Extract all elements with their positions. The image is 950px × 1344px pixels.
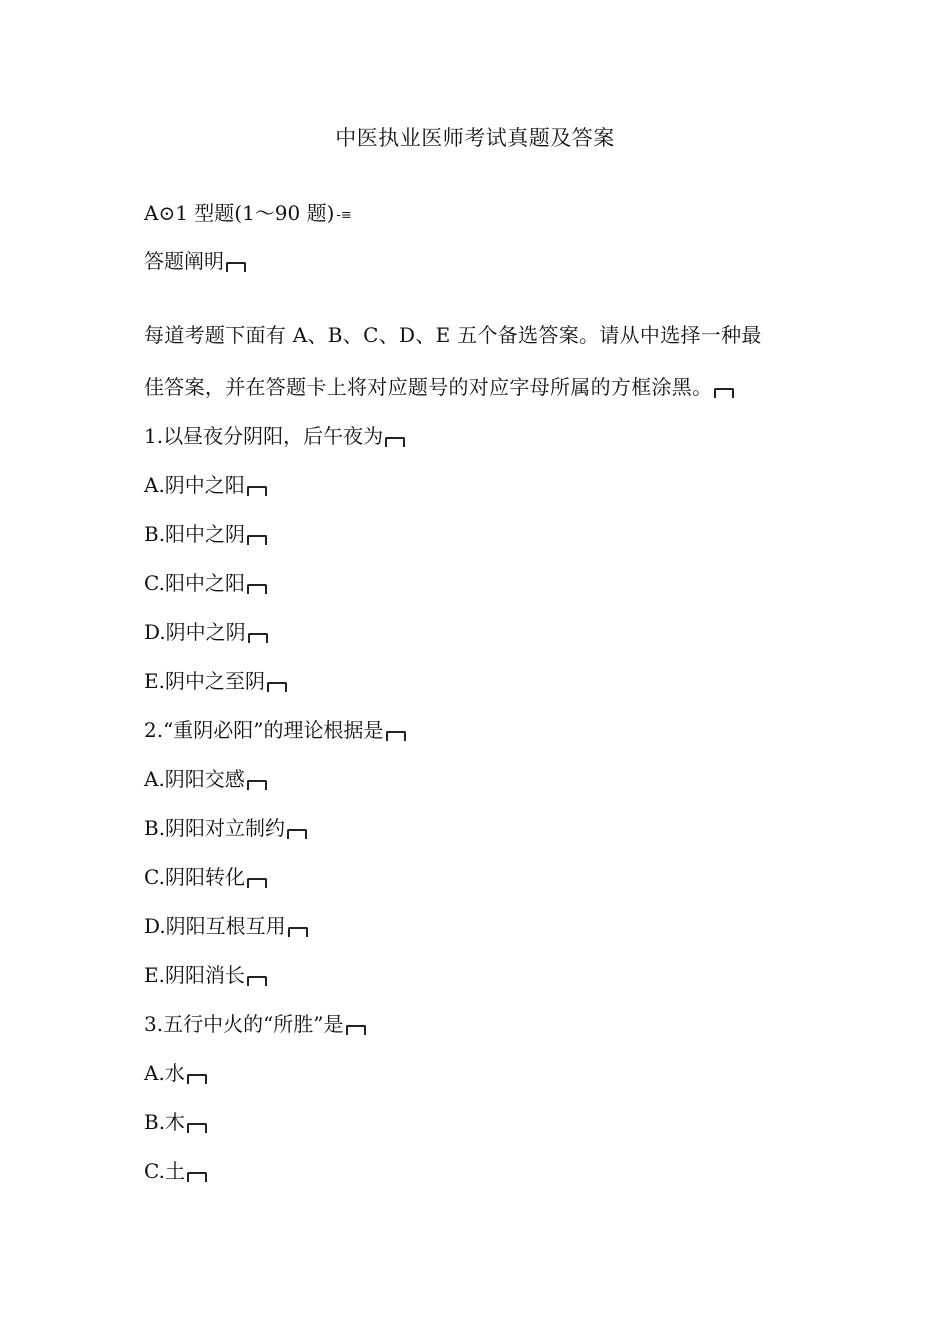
paragraph-mark-icon	[267, 682, 287, 692]
instructions-line-2-wrap	[144, 373, 734, 401]
paragraph-mark-icon	[247, 535, 267, 545]
option-line	[144, 520, 267, 548]
document-title: 中医执业医师考试真题及答案	[335, 126, 615, 150]
q1-option-e: E.阴中之至阴	[144, 669, 265, 693]
q2-option-c: C.阴阳转化	[144, 865, 245, 889]
paragraph-mark-icon	[247, 878, 267, 888]
option-line	[144, 471, 267, 499]
paragraph-mark-icon	[187, 1074, 207, 1084]
paragraph-mark-icon	[386, 731, 406, 741]
instructions-line-1: 每道考题下面有 A、B、C、D、E 五个备选答案。请从中选择一种最	[144, 323, 762, 347]
q1-option-c: C.阳中之阳	[144, 571, 245, 595]
q2-option-b: B.阴阳对立制约	[144, 816, 286, 840]
paragraph-mark-icon	[248, 633, 268, 643]
question-2-stem: 2.“重阴必阳”的理论根据是	[144, 718, 384, 742]
option-line	[144, 863, 267, 891]
q2-option-d: D.阴阳互根互用	[144, 914, 286, 938]
paragraph-mark-icon	[385, 437, 405, 447]
question-3-stem: 3.五行中火的“所胜”是	[144, 1012, 344, 1036]
instructions-heading: 答题阐明	[144, 249, 224, 273]
q2-option-a: A.阴阳交感	[144, 767, 245, 791]
paragraph-mark-icon	[288, 927, 308, 937]
paragraph-mark-icon	[247, 780, 267, 790]
instructions-heading-line	[144, 247, 246, 275]
section-mark: -≡	[336, 208, 352, 223]
q3-option-a: A.水	[144, 1061, 185, 1085]
option-line	[144, 618, 268, 646]
paragraph-mark-icon	[287, 829, 307, 839]
q3-option-b: B.木	[144, 1110, 186, 1134]
paragraph-mark-icon	[247, 976, 267, 986]
q3-option-c: C.土	[144, 1159, 185, 1183]
section-heading-line	[144, 199, 352, 230]
paragraph-mark-icon	[187, 1123, 207, 1133]
option-line	[144, 765, 267, 793]
question-stem	[144, 422, 405, 450]
paragraph-mark-icon	[247, 584, 267, 594]
option-line	[144, 1059, 207, 1087]
paragraph-mark-icon	[247, 486, 267, 496]
instructions-line-2: 佳答案，并在答题卡上将对应题号的对应字母所属的方框涂黑。	[144, 375, 713, 399]
option-line	[144, 569, 267, 597]
section-heading: A⊙1 型题(1～90 题)	[144, 201, 335, 225]
q1-option-d: D.阴中之阴	[144, 620, 246, 644]
paragraph-mark-icon	[187, 1172, 207, 1182]
option-line	[144, 1108, 207, 1136]
paragraph-mark-icon	[346, 1025, 366, 1035]
paragraph-mark-icon	[226, 262, 246, 272]
question-1-stem: 1.以昼夜分阴阳，后午夜为	[144, 424, 384, 448]
option-line	[144, 961, 267, 989]
option-line	[144, 814, 307, 842]
question-stem	[144, 1010, 366, 1038]
q1-option-a: A.阴中之阳	[144, 473, 245, 497]
option-line	[144, 667, 287, 695]
option-line	[144, 1157, 207, 1185]
q2-option-e: E.阴阳消长	[144, 963, 245, 987]
question-stem	[144, 716, 406, 744]
option-line	[144, 912, 308, 940]
paragraph-mark-icon	[714, 388, 734, 398]
q1-option-b: B.阳中之阴	[144, 522, 246, 546]
